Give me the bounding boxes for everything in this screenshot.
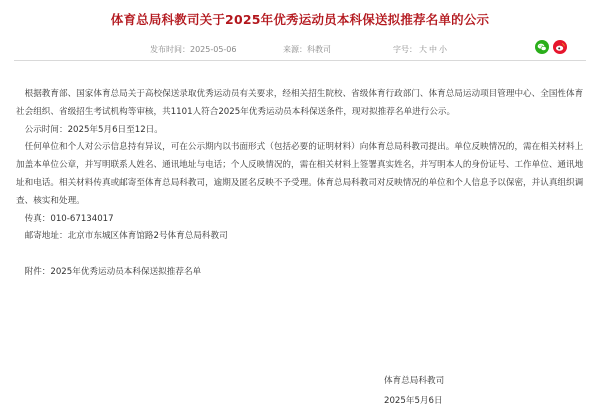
font-size-large-button[interactable]: 大 xyxy=(419,45,427,54)
meta-divider xyxy=(14,60,586,61)
article-body xyxy=(16,86,584,282)
publish-date: 发布时间：2025-05-06 xyxy=(150,45,237,54)
signature-date: 2025年5月6日 xyxy=(384,396,443,406)
attachment-link[interactable]: 附件：2025年优秀运动员本科保送拟推荐名单 xyxy=(24,266,202,277)
paragraph-intro: 根据教育部、国家体育总局关于高校保送录取优秀运动员有关要求，经相关招生院校、省级体育行政部门、体育总局运动项目管理中心、全国性体育社会组织、省级招生考试机构等审核，共1101人符合2025年优秀运动员本科保送条件，现对拟推荐名单进行公示。 xyxy=(16,89,584,117)
article-meta-bar xyxy=(0,36,600,60)
font-size-small-button[interactable]: 小 xyxy=(439,45,447,54)
font-size-medium-button[interactable]: 中 xyxy=(429,45,437,54)
article-source: 来源：科教司 xyxy=(283,45,331,54)
signature-org: 体育总局科教司 xyxy=(384,376,445,386)
paragraph-address: 邮寄地址：北京市东城区体育馆路2号体育总局科教司 xyxy=(24,231,228,242)
paragraph-fax: 传真：010-67134017 xyxy=(24,213,114,224)
paragraph-period: 公示时间：2025年5月6日至12日。 xyxy=(24,124,163,135)
font-size-selector xyxy=(393,44,447,55)
wechat-icon[interactable] xyxy=(535,40,549,54)
font-size-label: 字号： xyxy=(393,45,417,54)
spacer xyxy=(16,246,584,264)
paragraph-objection: 任何单位和个人对公示信息持有异议，可在公示期内以书面形式（包括必要的证明材料）向体育总局科教司提出。单位反映情况的，需在相关材料上加盖本单位公章，并写明联系人姓名、通讯地址与电话；个人反映情况的，需在相关材料上签署真实姓名，并写明本人的身份证号、工作单位、通讯地址和电话。相关材料传真或邮寄至体育总局科教司，逾期及匿名反映不予受理。体育总局科教司对反映情况的单位和个人信息予以保密，并认真组织调查、核实和处理。 xyxy=(16,142,584,206)
weibo-icon[interactable] xyxy=(553,40,567,54)
article-title: 体育总局科教司关于2025年优秀运动员本科保送拟推荐名单的公示 xyxy=(110,12,490,27)
